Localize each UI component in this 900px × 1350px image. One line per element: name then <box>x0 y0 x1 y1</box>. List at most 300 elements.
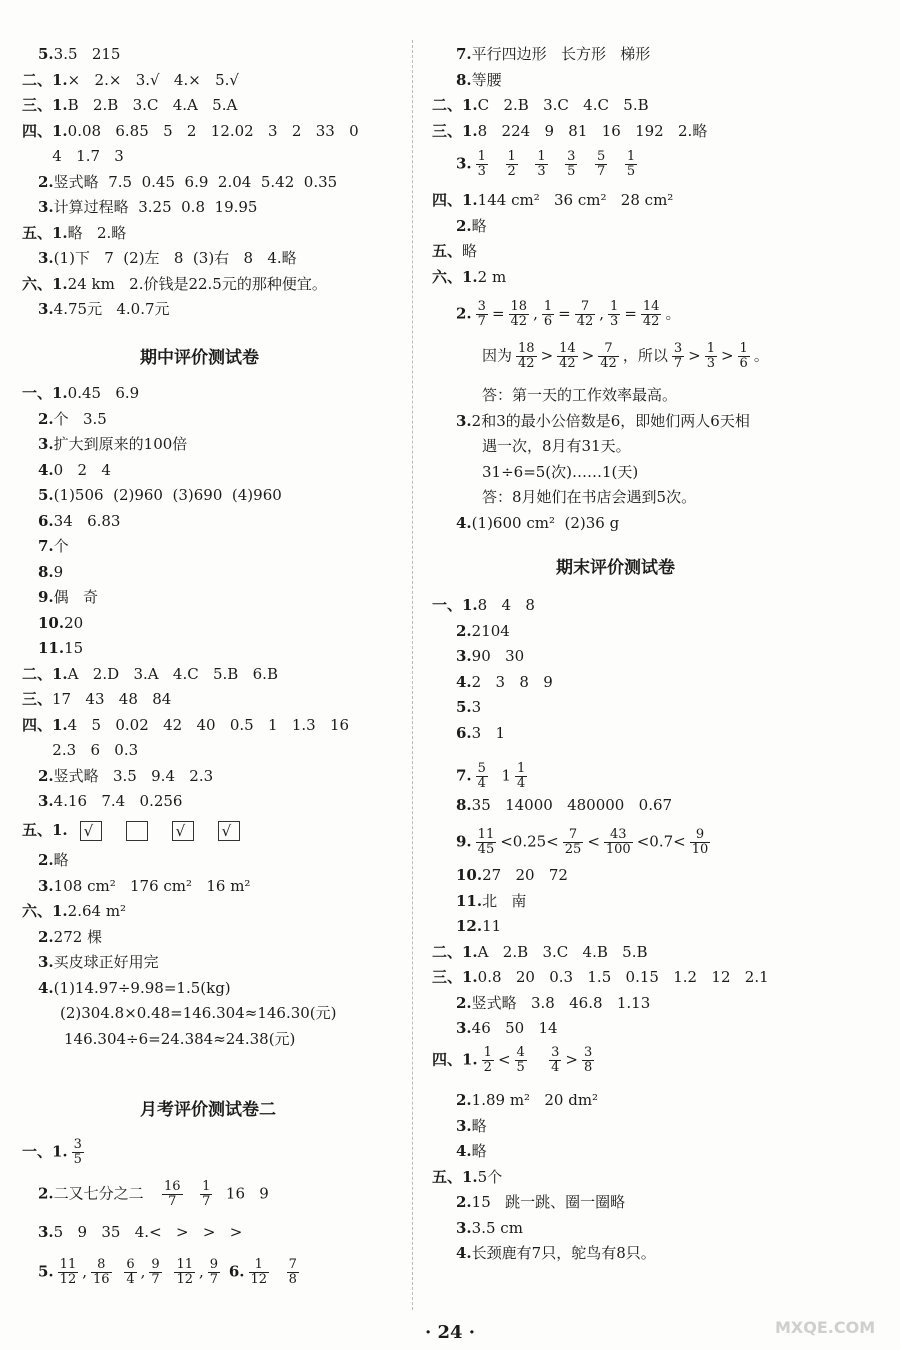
fraction-numerator: 1 <box>706 341 715 356</box>
answer-text: 5个 <box>477 1167 503 1186</box>
fraction-numerator: 1 <box>202 1179 211 1194</box>
fraction-denominator: 25 <box>564 842 582 857</box>
fraction-denominator: 5 <box>567 164 576 179</box>
fraction <box>91 1258 112 1287</box>
item-number: 一、1. <box>432 596 478 614</box>
section-heading: 期中评价测试卷 <box>140 348 259 368</box>
fraction-numerator: 4 <box>516 1045 525 1060</box>
fraction-denominator: 7 <box>151 1272 160 1287</box>
answer-text: 3.5 215 <box>53 45 121 63</box>
fraction <box>582 1046 594 1075</box>
fraction-denominator: 42 <box>600 356 617 371</box>
item-number: 二、1. <box>432 942 478 961</box>
answer-text: 北 南 <box>482 891 527 910</box>
fraction <box>476 150 488 179</box>
fraction-numerator: 18 <box>518 341 535 356</box>
fraction-numerator: 3 <box>551 1045 560 1060</box>
answer-text: 272 棵 <box>53 927 103 946</box>
answer-text: 146.304÷6=24.384≈24.38(元) <box>64 1029 296 1048</box>
fraction-numerator: 1 <box>249 1258 270 1273</box>
item-number: 4. <box>456 1244 472 1262</box>
answer-text: 34 6.83 <box>53 511 121 530</box>
item-number: 3. <box>38 300 54 318</box>
fraction <box>575 300 596 329</box>
item-number: 4. <box>38 460 54 479</box>
item-number: 11. <box>456 891 483 910</box>
fraction-denominator: 42 <box>576 314 594 329</box>
fraction-numerator: 9 <box>690 828 711 843</box>
item-number: 10. <box>38 613 65 632</box>
fraction-line <box>432 1046 598 1075</box>
item-number: 一、1. <box>22 384 68 402</box>
fraction-numerator: 1 <box>626 149 636 164</box>
fraction-denominator: 7 <box>477 314 486 329</box>
answer-box <box>80 821 102 841</box>
operator: > <box>581 346 595 365</box>
answer-text: 4.16 7.4 0.256 <box>53 792 183 810</box>
fraction-denominator: 6 <box>739 356 748 371</box>
fraction-denominator: 45 <box>477 842 495 857</box>
answer-line <box>456 891 526 911</box>
answer-line <box>22 715 349 735</box>
answer-text: C 2.B 3.C 4.C 5.B <box>477 96 649 114</box>
answer-line <box>22 664 278 684</box>
answer-line <box>38 409 107 429</box>
answer-line <box>456 723 505 743</box>
answer-line <box>38 978 231 998</box>
fraction-denominator: 10 <box>691 842 709 857</box>
answer-text: 90 30 <box>471 647 525 665</box>
answer-line <box>432 967 769 987</box>
answer-line <box>432 1167 502 1187</box>
fraction-denominator: 12 <box>176 1272 193 1287</box>
answer-text: ，所以 <box>622 346 668 365</box>
fraction-numerator: 7 <box>563 828 584 843</box>
answer-line <box>482 462 638 482</box>
operator: < <box>497 1050 511 1069</box>
fraction <box>124 1258 136 1287</box>
answer-line <box>22 383 139 403</box>
answer-text: 1 <box>491 766 512 785</box>
item-number: 2. <box>38 172 54 191</box>
fraction-denominator: 16 <box>93 1272 110 1287</box>
fraction-line <box>38 1258 303 1287</box>
answer-text: (1)14.97÷9.98=1.5(kg) <box>53 978 231 997</box>
answer-line <box>38 1222 242 1242</box>
answer-text: 略 <box>471 216 487 235</box>
fraction-line <box>456 300 680 329</box>
spacer <box>552 155 562 173</box>
answer-text: 2 m <box>477 267 507 286</box>
item-number: 五、1. <box>22 821 68 839</box>
answer-line <box>38 197 257 217</box>
answer-text: 偶 奇 <box>53 588 98 606</box>
fraction-numerator: 1 <box>543 299 553 314</box>
fraction-numerator: 11 <box>59 1257 77 1272</box>
answer-text: 8 224 9 81 16 192 2.略 <box>477 121 708 140</box>
fraction <box>162 1180 183 1209</box>
item-number: 三、1. <box>432 121 478 140</box>
answer-text: 144 cm² 36 cm² 28 cm² <box>477 191 674 209</box>
section-heading: 期末评价测试卷 <box>556 558 675 578</box>
item-number: 5. <box>38 1262 54 1281</box>
answer-text: 24 km 2.价钱是22.5元的那种便宜。 <box>67 274 327 293</box>
answer-line <box>482 487 696 507</box>
answer-text: 答：8月她们在书店会遇到5次。 <box>482 488 697 506</box>
fraction <box>506 150 518 179</box>
operator: > <box>565 1050 578 1069</box>
answer-text: 31÷6=5(次)……1(天) <box>482 462 639 481</box>
answer-box <box>126 821 148 841</box>
fraction-denominator: 2 <box>507 164 516 179</box>
answer-text: 略 <box>53 851 69 869</box>
fraction-denominator: 4 <box>517 776 526 791</box>
page-number: · 24 · <box>424 1322 476 1343</box>
answer-line <box>432 121 707 141</box>
item-number: 三、1. <box>432 968 478 986</box>
item-number: 2. <box>38 851 54 869</box>
fraction-denominator: 5 <box>626 164 636 179</box>
answer-text: 3 1 <box>471 723 506 742</box>
fraction-denominator: 12 <box>250 1272 268 1287</box>
fraction-numerator: 1 <box>610 299 619 314</box>
answer-text: 长颈鹿有7只，鸵鸟有8只。 <box>471 1244 656 1262</box>
answer-line <box>38 299 170 319</box>
fraction-denominator: 8 <box>288 1272 297 1287</box>
item-number: 三、1. <box>22 96 68 114</box>
fraction-numerator: 7 <box>598 342 619 357</box>
answer-line <box>38 562 63 582</box>
answer-text: A 2.B 3.C 4.B 5.B <box>477 942 648 961</box>
answer-line <box>432 942 648 962</box>
fraction-denominator: 12 <box>59 1272 77 1287</box>
answer-text: 0 2 4 <box>53 460 111 479</box>
item-number: 2. <box>456 1193 472 1211</box>
answer-line <box>22 121 359 141</box>
answer-line <box>38 791 182 811</box>
answer-text: 2104 <box>471 621 510 640</box>
answer-line <box>38 44 120 64</box>
fraction <box>509 300 530 329</box>
operator: > <box>540 346 554 365</box>
check-icon: √ <box>221 822 232 840</box>
item-number: 7. <box>456 45 472 63</box>
answer-line <box>38 434 187 454</box>
fraction-denominator: 4 <box>477 776 486 791</box>
answer-text: 平行四边形 长方形 梯形 <box>471 45 651 63</box>
item-number: 五、1. <box>22 223 68 242</box>
answer-line <box>38 587 98 607</box>
spacer <box>522 155 532 173</box>
item-number: 2. <box>38 766 54 785</box>
answer-line <box>482 385 677 405</box>
item-number: 2. <box>456 1091 472 1109</box>
operator: = <box>491 304 505 323</box>
spacer <box>531 1051 545 1069</box>
item-number: 9. <box>38 588 54 606</box>
item-number: 3. <box>38 198 54 216</box>
item-number: 四、1. <box>432 191 478 209</box>
answer-text: 1.89 m² 20 dm² <box>471 1091 599 1109</box>
answer-text: <0.25< <box>500 832 559 851</box>
fraction <box>482 1046 494 1075</box>
item-number: 3. <box>456 1116 472 1135</box>
item-number: 3. <box>456 1019 472 1037</box>
separator: , <box>199 1262 204 1281</box>
item-number: 6. <box>38 511 54 530</box>
answer-text: 2和3的最小公倍数是6，即她们两人6天相 <box>471 411 750 430</box>
answer-line <box>432 95 649 115</box>
fraction-denominator: 4 <box>551 1060 560 1075</box>
item-number: 6. <box>456 723 472 742</box>
answer-line <box>60 1003 337 1023</box>
answer-line <box>38 766 213 786</box>
fraction-numerator: 43 <box>604 828 633 843</box>
fraction-denominator: 100 <box>605 842 631 857</box>
item-number: 二、1. <box>432 96 478 114</box>
fraction <box>672 342 684 371</box>
fraction-numerator: 14 <box>642 299 660 314</box>
answer-text: 2.3 6 0.3 <box>38 741 139 759</box>
fraction-line <box>22 1138 88 1167</box>
spacer <box>216 1185 226 1203</box>
item-number: 3. <box>38 249 54 267</box>
item-number: 六、1. <box>22 274 68 293</box>
fraction-numerator: 1 <box>507 149 516 164</box>
answer-text: 计算过程略 3.25 0.8 19.95 <box>53 198 258 216</box>
fraction-denominator: 7 <box>596 164 606 179</box>
item-number: 8. <box>38 562 54 581</box>
fraction-numerator: 11 <box>176 1257 193 1272</box>
answer-line <box>22 274 327 294</box>
fraction-numerator: 3 <box>673 341 683 356</box>
answer-line <box>38 248 297 268</box>
answer-line <box>432 241 477 261</box>
spacer <box>581 155 591 173</box>
item-number: 四、1. <box>432 1050 478 1069</box>
answer-line <box>38 740 138 760</box>
answer-text: 0.8 20 0.3 1.5 0.15 1.2 12 2.1 <box>477 968 769 986</box>
fraction <box>598 342 619 371</box>
item-number: 六、1. <box>22 902 68 920</box>
item-number: 8. <box>456 796 472 814</box>
fraction-numerator: 16 <box>163 1179 181 1194</box>
spacer <box>187 1185 197 1203</box>
fraction <box>563 828 584 857</box>
answer-text: 扩大到原来的100倍 <box>53 435 188 453</box>
operator: > <box>688 346 701 365</box>
answer-line <box>456 1141 487 1161</box>
item-number: 4. <box>456 1142 472 1160</box>
answer-text: 15 <box>64 639 84 657</box>
answer-text: 8 4 8 <box>477 596 535 614</box>
answer-box <box>172 821 194 841</box>
item-number: 8. <box>456 70 472 89</box>
answer-line <box>456 216 487 236</box>
separator: , <box>599 304 605 323</box>
fraction <box>249 1258 270 1287</box>
item-number: 三、 <box>22 690 53 708</box>
fraction-numerator: 9 <box>209 1257 219 1272</box>
answer-text: 4.75元 4.0.7元 <box>53 300 170 318</box>
fraction-numerator: 14 <box>559 341 576 356</box>
item-number: 2. <box>38 409 54 428</box>
fraction <box>476 828 497 857</box>
fraction <box>557 342 578 371</box>
operator: = <box>558 304 571 323</box>
answer-line <box>38 638 83 658</box>
spacer <box>641 155 651 173</box>
answer-text: 9 <box>53 562 64 581</box>
item-number: 3. <box>38 1223 54 1241</box>
watermark: MXQE.COM <box>775 1318 876 1337</box>
answer-text: 略 <box>471 1142 487 1160</box>
fraction-denominator: 8 <box>583 1060 593 1075</box>
fraction-denominator: 5 <box>73 1152 82 1167</box>
answer-text: × 2.× 3.√ 4.× 5.√ <box>67 70 239 89</box>
answer-line <box>456 646 524 666</box>
answer-line <box>456 44 650 64</box>
answer-line <box>456 672 553 692</box>
answer-line <box>38 172 337 192</box>
check-icon: √ <box>83 822 94 840</box>
fraction <box>625 150 637 179</box>
answer-line <box>22 689 171 709</box>
answer-line <box>456 1192 625 1212</box>
separator: , <box>140 1262 146 1281</box>
spacer <box>492 155 502 173</box>
answer-text: 竖式略 7.5 0.45 6.9 2.04 5.42 0.35 <box>53 172 338 191</box>
item-number: 10. <box>456 866 483 884</box>
answer-line <box>456 795 672 815</box>
answer-text: B 2.B 3.C 4.A 5.A <box>67 96 238 114</box>
answer-line <box>456 1243 656 1263</box>
item-number: 3. <box>456 647 472 665</box>
answer-text: 二又七分之二 <box>53 1184 158 1203</box>
answer-line <box>432 190 673 210</box>
fraction-line <box>456 762 531 791</box>
separator: 。 <box>665 304 681 323</box>
answer-line <box>456 1218 523 1238</box>
answer-text: 买皮球正好用完 <box>53 953 159 971</box>
fraction-denominator: 42 <box>642 314 660 329</box>
fraction-denominator: 42 <box>510 314 528 329</box>
answer-text: 16 9 <box>225 1184 269 1203</box>
item-number: 12. <box>456 917 483 935</box>
fraction <box>515 762 527 791</box>
item-number: 一、1. <box>22 1142 68 1161</box>
fraction-denominator: 6 <box>543 314 553 329</box>
answer-line <box>38 511 120 531</box>
fraction-numerator: 1 <box>483 1045 492 1060</box>
fraction-numerator: 7 <box>288 1257 297 1272</box>
answer-line <box>22 70 239 90</box>
fraction <box>287 1258 299 1287</box>
answer-text: 2.64 m² <box>67 902 127 920</box>
checkbox-row <box>22 818 252 842</box>
answer-text: 108 cm² 176 cm² 16 m² <box>53 876 251 895</box>
fraction-numerator: 1 <box>739 341 748 356</box>
fraction-numerator: 11 <box>477 827 495 842</box>
fraction-denominator: 7 <box>168 1194 177 1209</box>
item-number: 4. <box>456 672 472 691</box>
answer-text: 20 <box>64 613 84 632</box>
fraction-numerator: 5 <box>596 149 606 164</box>
separator: 。 <box>753 346 769 365</box>
fraction <box>149 1258 161 1287</box>
answer-text: 27 20 72 <box>482 866 568 884</box>
fraction-denominator: 3 <box>706 356 715 371</box>
fraction-line <box>456 150 651 179</box>
answer-line <box>38 485 282 505</box>
answer-text: 11 <box>482 917 502 935</box>
item-number: 四、1. <box>22 121 68 140</box>
fraction <box>535 150 547 179</box>
fraction <box>608 300 620 329</box>
column-divider <box>412 40 413 1310</box>
operator: < <box>587 832 600 851</box>
fraction <box>690 828 711 857</box>
answer-text: (1)下 7 (2)左 8 (3)右 8 4.略 <box>53 249 297 267</box>
answer-text: 0.08 6.85 5 2 12.02 3 2 33 0 <box>67 121 359 140</box>
answer-line <box>456 697 481 717</box>
fraction <box>549 1046 561 1075</box>
fraction-numerator: 3 <box>583 1045 593 1060</box>
check-icon: √ <box>175 822 186 840</box>
answer-line <box>456 1116 487 1136</box>
fraction-denominator: 42 <box>518 356 535 371</box>
fraction <box>58 1258 79 1287</box>
answer-text: 竖式略 3.5 9.4 2.3 <box>53 766 214 785</box>
fraction <box>476 762 488 791</box>
answer-line <box>456 916 501 936</box>
answer-text: A 2.D 3.A 4.C 5.B 6.B <box>67 664 278 683</box>
answer-line <box>456 513 619 533</box>
item-number: 3. <box>456 154 472 173</box>
answer-text: 3.5 cm <box>471 1218 523 1237</box>
answer-text: 竖式略 3.8 46.8 1.13 <box>471 993 651 1012</box>
answer-line <box>456 70 502 90</box>
answer-text: 17 43 48 84 <box>52 690 172 708</box>
item-number: 2. <box>456 993 472 1012</box>
answer-line <box>22 223 126 243</box>
fraction-numerator: 3 <box>73 1137 82 1152</box>
answer-line <box>22 95 237 115</box>
fraction <box>604 828 633 857</box>
fraction <box>542 300 554 329</box>
answer-line <box>432 267 506 287</box>
answer-line <box>432 595 535 615</box>
answer-text: 4 1.7 3 <box>38 147 124 165</box>
answer-box <box>218 821 240 841</box>
answer-text: (2)304.8×0.48=146.304≈146.30(元) <box>60 1004 337 1022</box>
item-number: 2. <box>38 1184 54 1203</box>
fraction <box>476 300 488 329</box>
item-number: 2. <box>38 927 54 946</box>
item-number: 四、1. <box>22 715 68 734</box>
answer-line <box>38 536 69 556</box>
answer-text: 0.45 6.9 <box>67 384 140 402</box>
fraction-denominator: 3 <box>477 164 486 179</box>
item-number: 7. <box>38 537 54 555</box>
answer-text: 15 跳一跳、圈一圈略 <box>471 1193 626 1211</box>
answer-text: 答：第一天的工作效率最高。 <box>482 386 678 404</box>
item-number: 3. <box>38 435 54 453</box>
fraction-numerator: 18 <box>510 299 528 314</box>
answer-line <box>456 865 568 885</box>
fraction-denominator: 5 <box>516 1060 525 1075</box>
answer-line <box>456 1018 558 1038</box>
